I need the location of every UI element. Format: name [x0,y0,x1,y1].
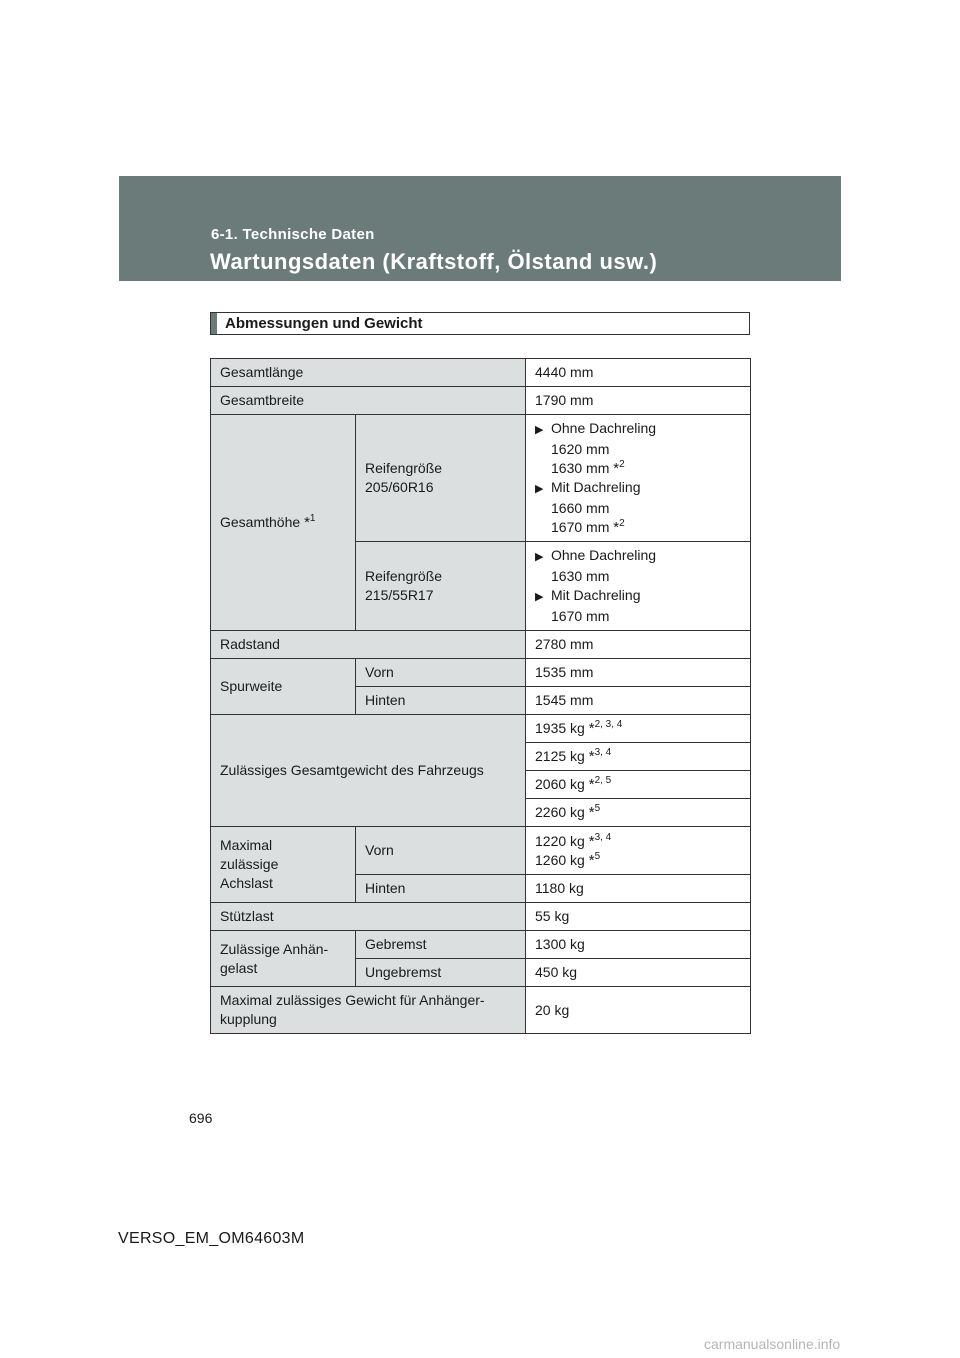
option-label: Ohne Dachreling [551,420,657,436]
option-value: 1670 mm [551,519,610,535]
row-value [526,771,751,799]
option-label: Ohne Dachreling [551,547,657,563]
footnote-ref: 1 [309,513,316,524]
row-label: Gesamtbreite [211,387,526,415]
weight-value: 2260 kg [535,804,585,820]
footnote-ref: 2 [619,518,625,529]
footnote-marker: * [613,519,620,536]
arrow-icon: ▶ [535,591,544,603]
achslast-label-line: zulässige [220,856,279,872]
footnote-ref: 3, 4 [594,831,612,843]
row-label: Spurweite [211,659,356,715]
option-value: 1630 mm [551,568,610,584]
footnote-ref: 2 [619,459,625,470]
footnote-marker: * [588,851,595,869]
row-label: Gesamtlänge [211,359,526,387]
option-value: 1660 mm [551,500,610,516]
weight-value: 1935 kg [535,720,585,736]
footnote-marker: * [613,460,620,477]
option-value: 1670 mm [551,608,610,624]
footnote-marker: * [588,748,595,765]
arrow-icon: ▶ [535,483,544,495]
kupplung-label-line: Maximal zulässiges Gewicht für Anhänger- [220,992,485,1008]
sub-label [356,415,526,542]
table-row [211,659,751,687]
weight-value: 2060 kg [535,776,585,792]
row-value: 1535 mm [526,659,751,687]
row-value: 4440 mm [526,359,751,387]
row-value: 1790 mm [526,387,751,415]
footnote-marker: * [588,832,595,850]
row-label [211,987,526,1034]
document-code: VERSO_EM_OM64603M [118,1230,305,1247]
row-value: 1180 kg [526,875,751,903]
table-row [211,903,751,931]
row-label: Zulässiges Gesamtgewicht des Fahrzeugs [211,715,526,827]
watermark: carmanualsonline.info [704,1336,841,1352]
achslast-label-line: Achslast [220,875,273,891]
sub-label [356,542,526,631]
anhaengelast-label-line: gelast [220,959,258,976]
subsection-label: Abmessungen und Gewicht [225,315,423,332]
footnote-marker: * [588,804,595,821]
specs-table [210,358,751,1034]
row-value [526,743,751,771]
table-row [211,931,751,959]
footnote-marker: * [588,776,595,793]
option-label: Mit Dachreling [551,479,641,495]
sub-label: Ungebremst [356,959,526,987]
arrow-icon: ▶ [535,551,544,563]
row-value: 450 kg [526,959,751,987]
row-value [526,415,751,542]
arrow-icon: ▶ [535,424,544,436]
footnote-marker: * [304,514,310,531]
row-label [211,931,356,987]
tire-size-label: Reifengröße [365,460,443,476]
row-value: 20 kg [526,987,751,1034]
page-title: Wartungsdaten (Kraftstoff, Ölstand usw.) [210,249,658,274]
footnote-marker: * [588,720,595,737]
footnote-ref: 5 [594,803,601,814]
row-value: 2780 mm [526,631,751,659]
row-label [211,415,356,631]
section-label: 6-1. Technische Daten [211,226,375,243]
row-label: Radstand [211,631,526,659]
anhaengelast-label-line: Zulässige Anhän- [220,940,329,957]
footnote-ref: 2, 5 [594,775,612,786]
sub-label: Gebremst [356,931,526,959]
weight-value: 2125 kg [535,748,585,764]
row-value [526,715,751,743]
sub-label: Hinten [356,687,526,715]
table-row [211,987,751,1034]
table-row [211,415,751,542]
kupplung-label-line: kupplung [220,1011,277,1027]
row-label [211,827,356,903]
gesamthoehe-label: Gesamthöhe [220,514,301,530]
option-value: 1630 mm [551,460,610,476]
row-value: 1545 mm [526,687,751,715]
subsection-bar [211,313,217,334]
achslast-label-line: Maximal [220,837,273,853]
table-row [211,827,751,875]
row-value [526,542,751,631]
option-value: 1620 mm [551,441,610,457]
sub-label: Vorn [356,659,526,687]
footnote-ref: 3, 4 [594,747,612,758]
footnote-ref: 5 [594,850,601,862]
weight-value: 1260 kg [535,851,585,868]
table-row [211,715,751,743]
page-number: 696 [189,1110,213,1126]
row-value [526,799,751,827]
option-label: Mit Dachreling [551,587,641,603]
row-label: Stützlast [211,903,526,931]
row-value: 1300 kg [526,931,751,959]
weight-value: 1220 kg [535,832,585,849]
tire-size: 205/60R16 [365,479,434,495]
table-row [211,631,751,659]
table-row [211,359,751,387]
tire-size-label: Reifengröße [365,568,443,584]
sub-label: Vorn [356,827,526,875]
footnote-ref: 2, 3, 4 [594,719,623,730]
tire-size: 215/55R17 [365,587,434,603]
row-value [526,827,751,875]
sub-label: Hinten [356,875,526,903]
row-value: 55 kg [526,903,751,931]
subsection-heading [210,312,750,335]
table-row [211,387,751,415]
